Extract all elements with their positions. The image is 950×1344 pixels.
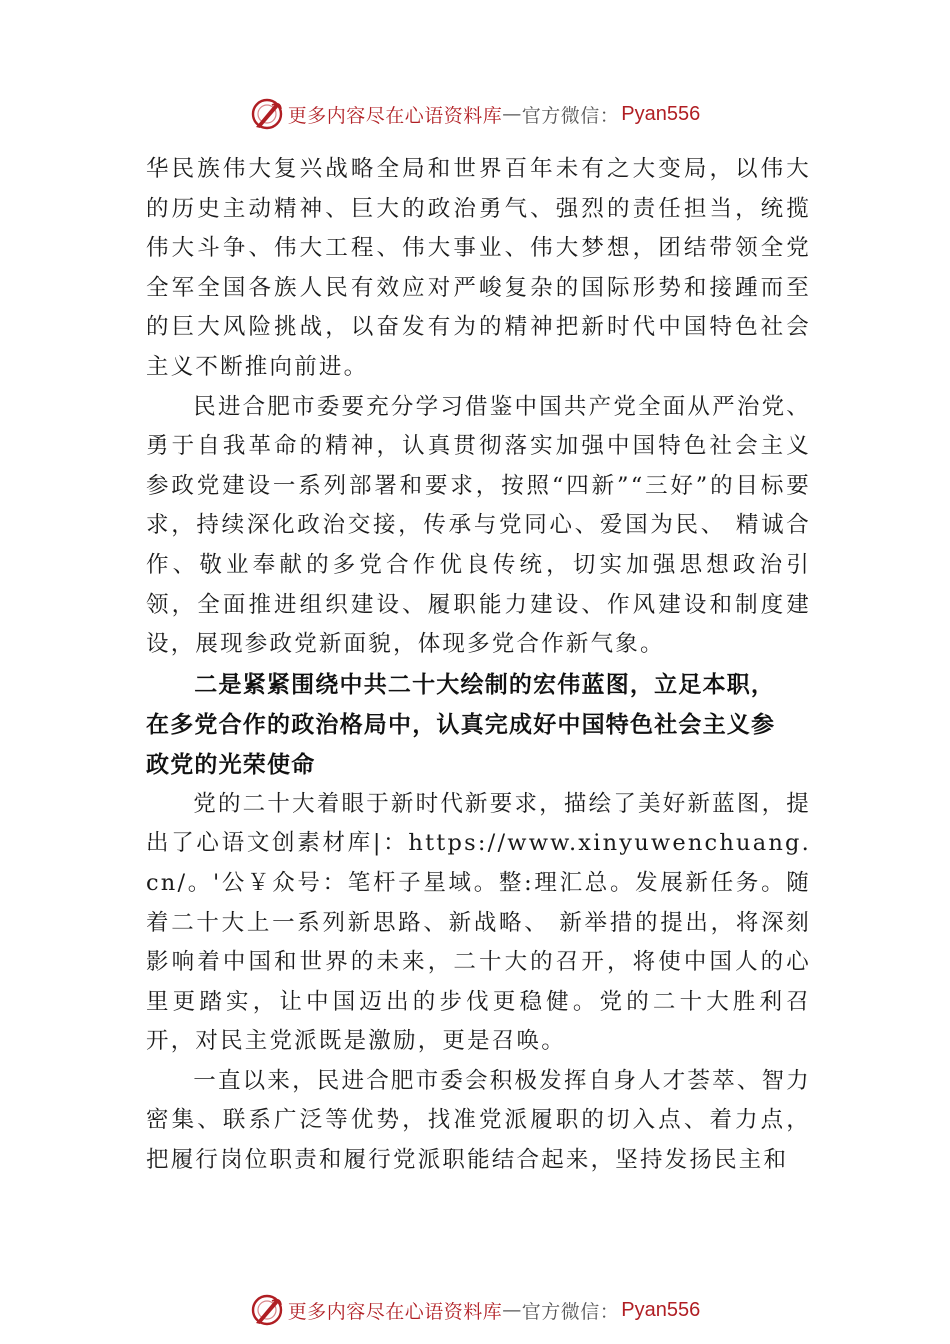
- document-body: [146, 150, 811, 1181]
- banner-wechat-label: 官方微信：: [521, 104, 620, 127]
- paragraph-3: 党的二十大着眼于新时代新要求，描绘了美好新蓝图，提出了心语文创素材库|：https://www.xinyuwenchuang.cn/。'公￥众号：笔杆子星域。整:理汇总。发展新任务。随着二十大上一系列新思路、新战略、 新举措的提出，将深刻影响着中国和世界的未来，二十大的召开，将使中国人的心里更踏实，让中国迈出的步伐更稳健。党的二十大胜利召开，对民主党派既是激励，更是召唤。: [146, 790, 811, 1055]
- banner-wechat-handle: Pyan556: [621, 1298, 701, 1321]
- banner-dash: —: [502, 1299, 522, 1321]
- quill-logo-icon: [250, 1293, 284, 1327]
- section-heading: 二是紧紧围绕中共二十大绘制的宏伟蓝图，立足本职，在多党合作的政治格局中，认真完成好中国特色社会主义参政党的光荣使命: [146, 671, 776, 778]
- header-banner: [0, 94, 950, 134]
- paragraph-1: 华民族伟大复兴战略全局和世界百年未有之大变局，以伟大的历史主动精神、巨大的政治勇气、强烈的责任担当，统揽伟大斗争、伟大工程、伟大事业、伟大梦想，团结带领全党全军全国各族人民有效应对严峻复杂的国际形势和接踵而至的巨大风险挑战，以奋发有为的精神把新时代中国特色社会主义不断推向前进。: [146, 156, 811, 380]
- banner-main-text: 更多内容尽在心语资料库: [287, 1300, 503, 1323]
- banner-dash: —: [502, 103, 522, 125]
- banner-main-text: 更多内容尽在心语资料库: [287, 104, 503, 127]
- banner-wechat-handle: Pyan556: [621, 102, 701, 125]
- footer-banner: [0, 1290, 950, 1330]
- quill-logo-icon: [250, 97, 284, 131]
- banner-wechat-label: 官方微信：: [521, 1300, 620, 1323]
- paragraph-2: 民进合肥市委要充分学习借鉴中国共产党全面从严治党、勇于自我革命的精神，认真贯彻落实加强中国特色社会主义参政党建设一系列部署和要求，按照“四新”“三好”的目标要求，持续深化政治交接，传承与党同心、爱国为民、 精诚合作、敬业奉献的多党合作优良传统，切实加强思想政治引领，全面推进组织建设、履职能力建设、作风建设和制度建设，展现参政党新面貌，体现多党合作新气象。: [146, 393, 811, 658]
- paragraph-4: 一直以来，民进合肥市委会积极发挥自身人才荟萃、智力密集、联系广泛等优势，找准党派履职的切入点、着力点，把履行岗位职责和履行党派职能结合起来，坚持发扬民主和: [146, 1067, 811, 1174]
